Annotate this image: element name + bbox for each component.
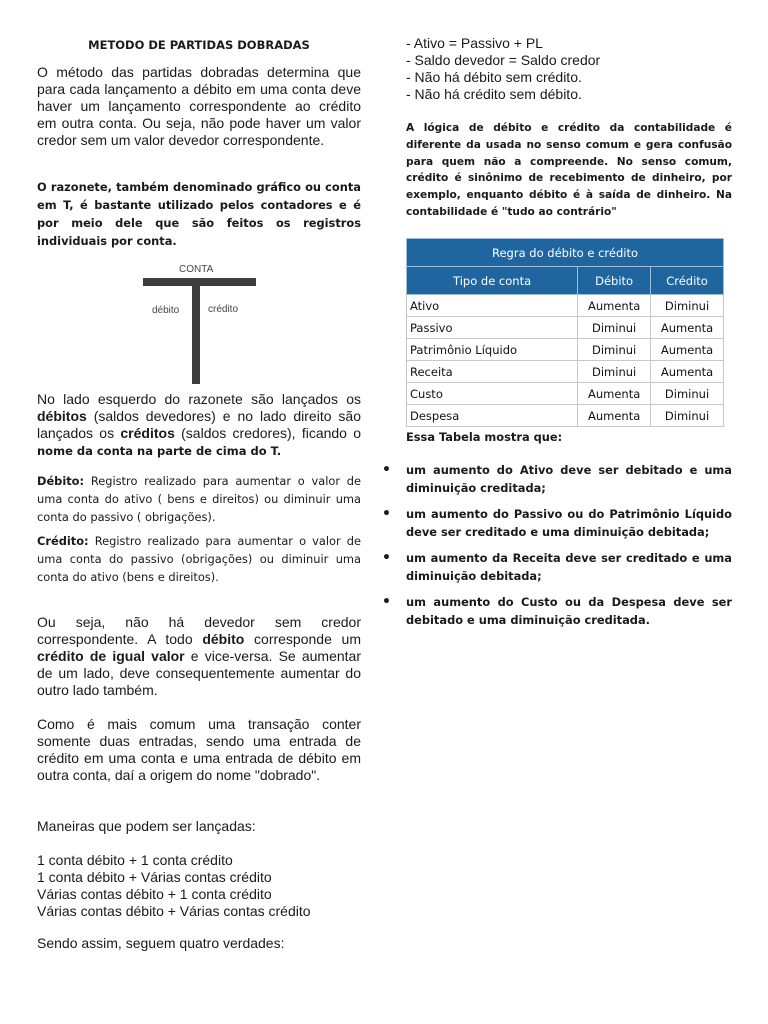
page-title: METODO DE PARTIDAS DOBRADAS [88, 38, 310, 52]
credito-definition: Crédito: Registro realizado para aumentar o valor de uma conta do passivo (obrigações) ou diminuir uma conta do ativo (bens e direitos). [37, 534, 361, 584]
way-item: Várias contas débito + Várias contas crédito [37, 903, 311, 919]
tabela-mostra: Essa Tabela mostra que: [406, 430, 563, 444]
bullet-icon: • [382, 462, 391, 478]
list-item: • um aumento do Passivo ou do Patrimônio Líquido deve ser creditado e uma diminuição debitada; [382, 506, 732, 539]
table-title: Regra do débito e crédito [407, 239, 724, 267]
diagram-credito-label: crédito [208, 304, 239, 315]
lado-paragraph: No lado esquerdo do razonete são lançados os débitos (saldos devedores) e no lado direito são lançados os créditos (saldos credores), ficando o nome da conta na parte de cima do T. [37, 391, 362, 458]
truth-item: - Não há débito sem crédito. [406, 69, 582, 85]
debito-definition: Débito: Registro realizado para aumentar o valor de uma conta do ativo ( bens e direitos) ou diminuir uma conta do passivo ( obrigações). [37, 474, 361, 524]
table-cell: Aumenta [578, 383, 651, 405]
table-cell: Custo [407, 383, 578, 405]
way-item: Várias contas débito + 1 conta crédito [37, 886, 272, 902]
truth-item: - Saldo devedor = Saldo credor [406, 52, 601, 68]
table-cell: Diminui [651, 405, 724, 427]
table-row [407, 339, 724, 361]
table-row [407, 405, 724, 427]
table-cell: Aumenta [651, 361, 724, 383]
sendo-paragraph: Sendo assim, seguem quatro verdades: [37, 935, 285, 951]
table-cell: Diminui [578, 317, 651, 339]
comum-paragraph: Como é mais comum uma transação conter somente duas entradas, sendo uma entrada de crédito em uma conta e uma entrada de débito em outra conta, daí a origem do nome "dobrado". [37, 716, 361, 783]
diagram-debito-label: débito [152, 305, 180, 316]
razonete-paragraph: O razonete, também denominado gráfico ou conta em T, é bastante utilizado pelos contadores e é por meio dele que são feitos os registros individuais por conta. [37, 180, 361, 248]
table-cell: Diminui [578, 361, 651, 383]
table-header: Crédito [651, 267, 724, 295]
table-cell: Aumenta [651, 317, 724, 339]
intro-paragraph: O método das partidas dobradas determina que para cada lançamento a débito em uma conta deve haver um lançamento correspondente ao crédito em outra conta. Ou seja, não pode haver um valor credor sem um valor devedor correspondente. [37, 64, 361, 148]
table-cell: Aumenta [651, 339, 724, 361]
maneiras-heading: Maneiras que podem ser lançadas: [37, 818, 256, 834]
ways-list [37, 852, 361, 920]
table-cell: Aumenta [578, 405, 651, 427]
table-cell: Diminui [651, 383, 724, 405]
table-cell: Diminui [651, 295, 724, 317]
list-item: • um aumento do Custo ou da Despesa deve ser debitado e uma diminuição creditada. [382, 594, 732, 627]
truth-item: - Ativo = Passivo + PL [406, 35, 543, 51]
diagram-conta-label: CONTA [179, 264, 214, 275]
logica-paragraph: A lógica de débito e crédito da contabilidade é diferente da usada no senso comum e gera confusão para quem não a compreende. No senso comum, crédito é sinônimo de recebimento de dinheiro, por exemplo, enquanto débito é à saída de dinheiro. Na contabilidade é "tudo ao contrário" [406, 122, 732, 218]
table-row [407, 317, 724, 339]
table-cell: Ativo [407, 295, 578, 317]
table-row [407, 383, 724, 405]
rules-bullet-list [380, 461, 732, 637]
seja-paragraph: Ou seja, não há devedor sem credor correspondente. A todo débito corresponde um crédito de igual valor e vice-versa. Se aumentar de um lado, deve consequentemente aumentar do outro lado também. [37, 614, 362, 698]
list-item: • um aumento da Receita deve ser creditado e uma diminuição debitada; [382, 550, 732, 583]
table-cell: Patrimônio Líquido [407, 339, 578, 361]
bullet-icon: • [382, 550, 391, 566]
way-item: 1 conta débito + 1 conta crédito [37, 852, 233, 868]
bullet-icon: • [382, 506, 391, 522]
truths-list [406, 35, 732, 103]
list-item: • um aumento do Ativo deve ser debitado e uma diminuição creditada; [382, 462, 732, 495]
table-cell: Passivo [407, 317, 578, 339]
table-row [407, 295, 724, 317]
table-cell: Despesa [407, 405, 578, 427]
table-header: Débito [578, 267, 651, 295]
table-cell: Diminui [578, 339, 651, 361]
table-cell: Receita [407, 361, 578, 383]
table-header: Tipo de conta [407, 267, 578, 295]
debit-credit-table [406, 238, 724, 427]
table-cell: Aumenta [578, 295, 651, 317]
t-account-diagram [143, 258, 363, 386]
bullet-icon: • [382, 594, 391, 610]
truth-item: - Não há crédito sem débito. [406, 86, 582, 102]
table-row [407, 361, 724, 383]
way-item: 1 conta débito + Várias contas crédito [37, 869, 272, 885]
t-stem [192, 278, 200, 384]
